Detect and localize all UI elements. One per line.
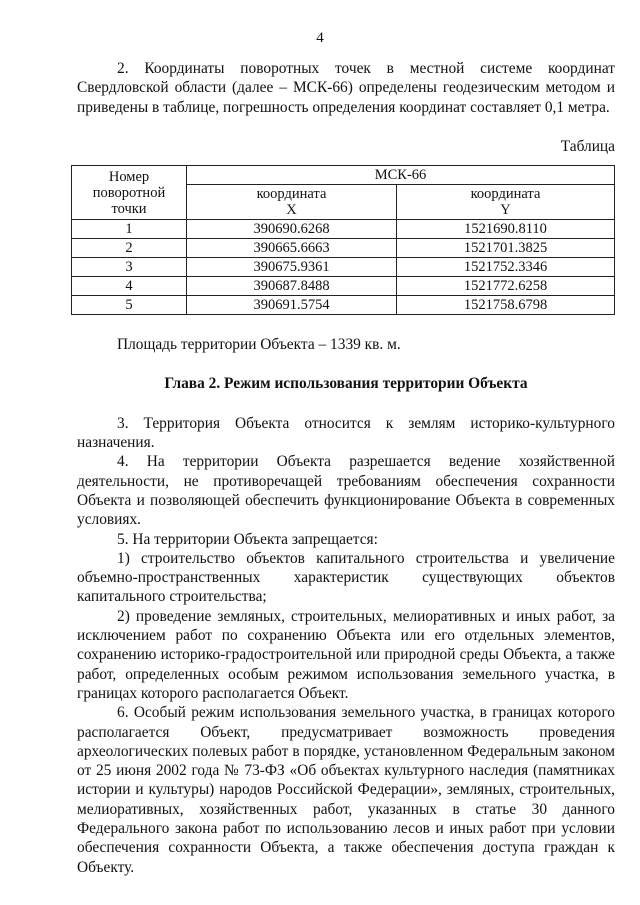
cell-y: 1521752.3346 [397,258,615,277]
cell-point: 5 [72,296,187,315]
table-row [72,220,615,239]
cell-point: 2 [72,239,187,258]
cell-y: 1521758.6798 [397,296,615,315]
cell-x: 390687.8488 [187,277,397,296]
header-x-label: координата [256,186,327,203]
header-x-axis: X [286,202,297,219]
header-coordinate-system: МСК-66 [187,166,615,185]
table-row [72,258,615,277]
paragraph-5-item-2: 2) проведение земляных, строительных, мелиоративных и иных работ, за исключением работ по сохранению Объекта или его отдельных элементов, сохранению историко-градостроительной или природной среды Объекта, а также работ, определенных особым режимом использования земельного участка, в границах которого располагается Объект. [77,607,615,702]
header-x [187,185,397,220]
cell-x: 390675.9361 [187,258,397,277]
cell-y: 1521701.3825 [397,239,615,258]
chapter-title: Глава 2. Режим использования территории Объекта [164,375,528,393]
paragraph-5: 5. На территории Объекта запрещается: [117,530,378,548]
table-caption: Таблица [560,137,615,155]
table-header-row [72,166,615,185]
header-y-label: координата [470,186,541,203]
paragraph-3: 3. Территория Объекта относится к землям историко-культурного назначения. [77,414,615,452]
header-y-axis: Y [500,202,511,219]
paragraph-6: 6. Особый режим использования земельного участка, в границах которого располагается Объект, предусматривает возможность проведения археологических полевых работ в порядке, установленном Федеральным законом от 25 июня 2002 года № 73-ФЗ «Об объектах культурного наследия (памятниках истории и культуры) народов Российской Федерации», земляных, строительных, мелиоративных, хозяйственных работ, указанных в статье 30 данного Федерального закона работ по использованию лесов и иных работ при условии обеспечения сохранности Объекта, а также обеспечения доступа граждан к Объекту. [77,704,615,876]
page-number: 4 [316,30,324,46]
area-statement: Площадь территории Объекта – 1339 кв. м. [117,336,401,354]
cell-point: 4 [72,277,187,296]
cell-y: 1521690.8110 [397,220,615,239]
page-content [77,59,615,877]
cell-point: 1 [72,220,187,239]
cell-x: 390691.5754 [187,296,397,315]
paragraph-2: 2. Координаты поворотных точек в местной системе координат Свердловской области (далее – МСК-66) определены геодезическим методом и приведены в таблице, погрешность определения координат составляет 0,1 метра. [77,60,615,116]
cell-y: 1521772.6258 [397,277,615,296]
cell-point: 3 [72,258,187,277]
paragraph-4: 4. На территории Объекта разрешается ведение хозяйственной деятельности, не противоречащей требованиям обеспечения сохранности Объекта и позволяющей обеспечить функционирование Объекта в современных условиях. [77,453,615,529]
table-row [72,277,615,296]
coordinates-table [71,165,615,315]
header-y [397,185,615,220]
paragraph-5-item-1: 1) строительство объектов капитального строительства и увеличение объемно-пространственных характеристик существующих объектов капитального строительства; [77,549,615,606]
header-point-number: Номер поворотной точки [72,166,187,220]
table-row [72,239,615,258]
cell-x: 390690.6268 [187,220,397,239]
cell-x: 390665.6663 [187,239,397,258]
table-row [72,296,615,315]
